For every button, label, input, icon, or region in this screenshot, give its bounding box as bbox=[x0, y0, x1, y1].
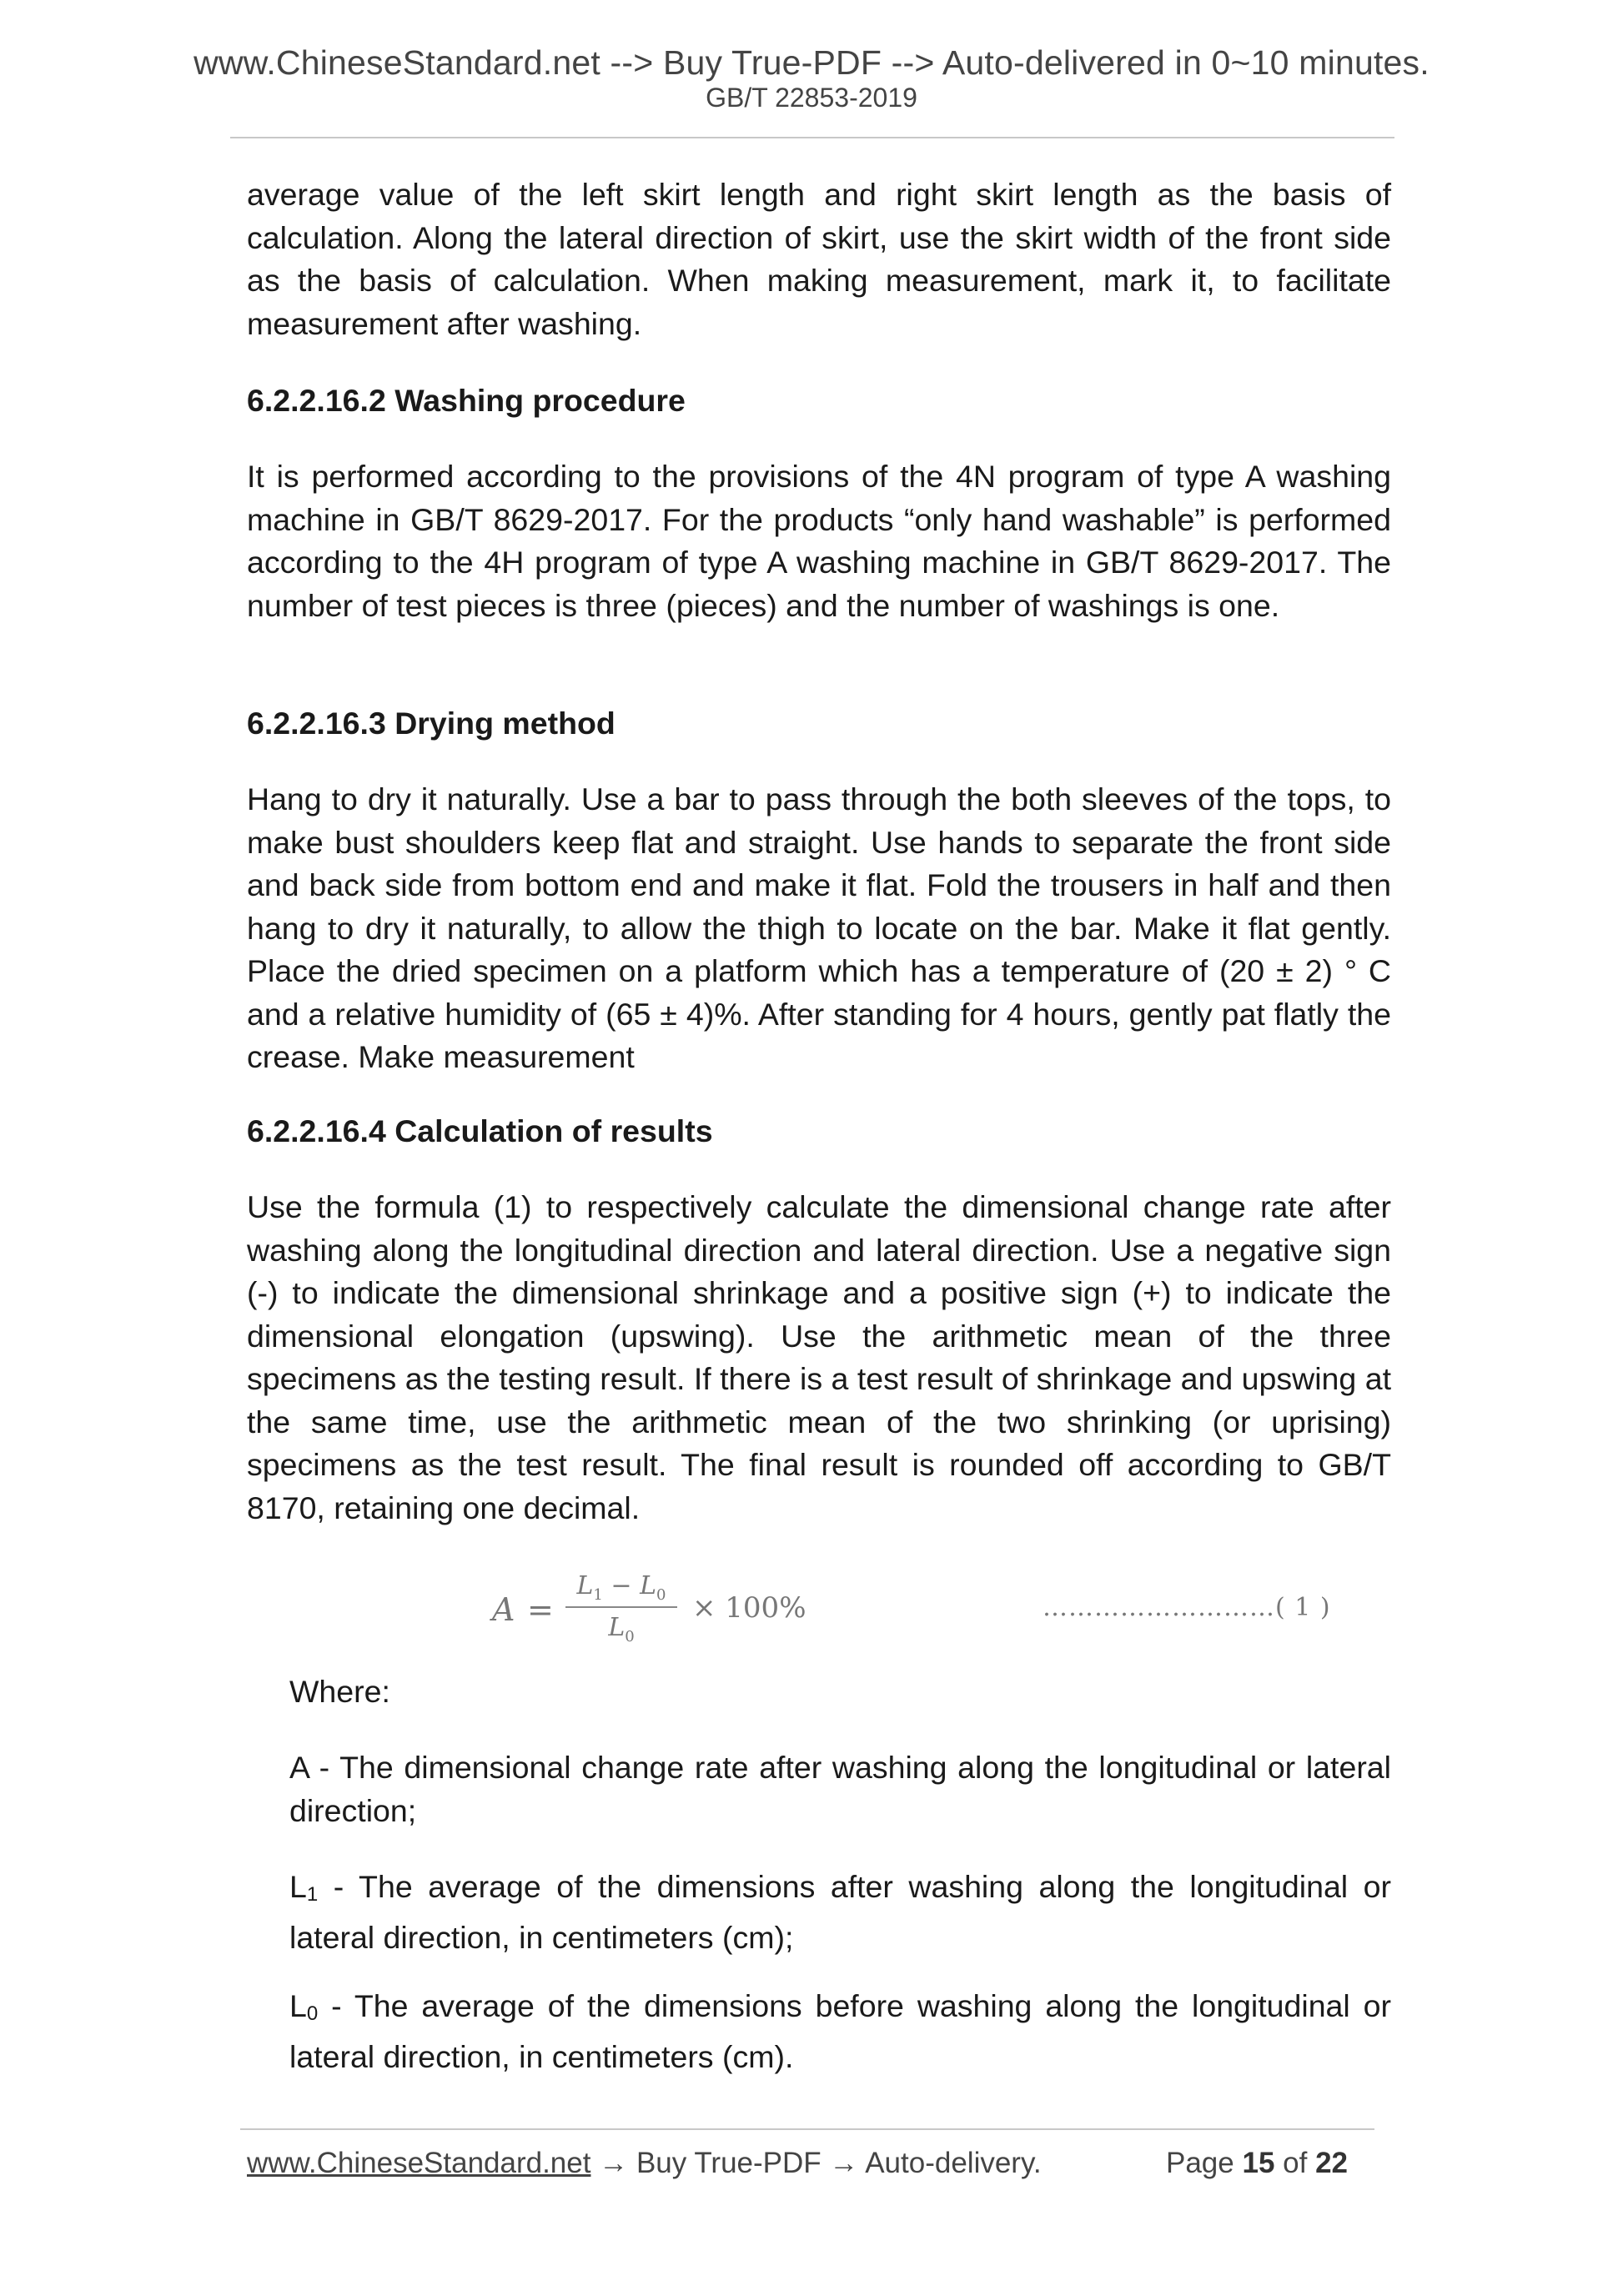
section-heading: 6.2.2.16.3 Drying method bbox=[247, 706, 616, 741]
fraction-bar bbox=[565, 1606, 677, 1608]
footer-divider bbox=[240, 2128, 1374, 2130]
drying-heading bbox=[247, 702, 1391, 744]
formula-fraction bbox=[559, 1568, 684, 1646]
formula-denominator: $L_0$ bbox=[608, 1613, 635, 1645]
footer-site-link[interactable]: www.ChineseStandard.net bbox=[247, 2147, 591, 2179]
definition-a bbox=[289, 1746, 1391, 1832]
definition-l1 bbox=[289, 1866, 1391, 1959]
footer-left bbox=[247, 2147, 1042, 2180]
document-code: GB/T 22853-2019 bbox=[706, 83, 917, 113]
calc-heading bbox=[247, 1110, 1391, 1152]
footer-buy-text: Buy True-PDF bbox=[636, 2147, 822, 2179]
page-total: 22 bbox=[1315, 2147, 1349, 2179]
definition-l0 bbox=[289, 1985, 1391, 2078]
washing-heading bbox=[247, 379, 1391, 421]
formula-multiplier: × 100% bbox=[692, 1591, 806, 1625]
washing-paragraph bbox=[247, 455, 1391, 627]
formula-1 bbox=[492, 1568, 1393, 1651]
of-label: of bbox=[1283, 2147, 1308, 2179]
where-label bbox=[289, 1671, 1391, 1714]
paragraph-text: It is performed according to the provisions of the 4N program of type A washing machine in GB/T 8629-2017. For the products “only hand washable” is performed according to the 4H program of type A washing machine in GB/T 8629-2017. The number of test pieces is three (pieces) and the number of washings is one. bbox=[247, 459, 1391, 623]
definition-text: $L_0$ - The average of the dimensions before washing along the longitudinal or lateral direction, in centimeters (cm). bbox=[289, 1988, 1391, 2074]
page-indicator bbox=[1166, 2147, 1348, 2180]
where-text: Where: bbox=[289, 1674, 390, 1709]
section-heading: 6.2.2.16.2 Washing procedure bbox=[247, 383, 686, 418]
footer-delivery-text: Auto-delivery. bbox=[865, 2147, 1042, 2179]
paragraph-text: Hang to dry it naturally. Use a bar to pass through the both sleeves of the tops, to make bust shoulders keep flat and straight. Use hands to separate the front side and back side from bottom end and make it flat. Fold the trousers in half and then hang to dry it naturally, to allow the thigh to locate on the bar. Make it flat gently. Place the dried specimen on a platform which has a temperature of (20 ± 2) ° C and a relative humidity of (65 ± 4)%. After standing for 4 hours, gently pat flatly the crease. Make measurement bbox=[247, 781, 1391, 1074]
paragraph-text: average value of the left skirt length and right skirt length as the basis of calculation. Along the lateral direction of skirt, use the skirt width of the front side as the basis of calculation. When making measurement, mark it, to facilitate measurement after washing. bbox=[247, 177, 1391, 341]
arrow-icon: → bbox=[599, 2147, 629, 2179]
header-divider bbox=[230, 137, 1394, 138]
formula-number: ………………………( 1 ) bbox=[1043, 1593, 1331, 1622]
page-label: Page bbox=[1166, 2147, 1234, 2179]
formula-numerator: $L_1 - L_0$ bbox=[576, 1571, 666, 1604]
intro-paragraph bbox=[247, 173, 1391, 345]
header-banner: www.ChineseStandard.net --> Buy True-PDF --> Auto-delivered in 0~10 minutes. bbox=[193, 43, 1430, 82]
drying-paragraph bbox=[247, 778, 1391, 1079]
arrow-icon: → bbox=[829, 2147, 859, 2179]
definition-text: $L_1$ - The average of the dimensions after washing along the longitudinal or lateral direction, in centimeters (cm); bbox=[289, 1869, 1391, 1955]
section-heading: 6.2.2.16.4 Calculation of results bbox=[247, 1113, 713, 1148]
definition-text: A - The dimensional change rate after washing along the longitudinal or lateral direction; bbox=[289, 1750, 1391, 1828]
formula-equals: = bbox=[527, 1591, 554, 1628]
calc-paragraph bbox=[247, 1186, 1391, 1530]
formula-lhs: A bbox=[492, 1591, 515, 1628]
page-current: 15 bbox=[1242, 2147, 1275, 2179]
paragraph-text: Use the formula (1) to respectively calculate the dimensional change rate after washing along the longitudinal direction and lateral direction. Use a negative sign (-) to indicate the dimensional shrinkage and a positive sign (+) to indicate the dimensional elongation (upswing). Use the arithmetic mean of the three specimens as the testing result. If there is a test result of shrinkage and upswing at the same time, use the arithmetic mean of the two shrinking (or uprising) specimens as the test result. The final result is rounded off according to GB/T 8170, retaining one decimal. bbox=[247, 1189, 1391, 1525]
